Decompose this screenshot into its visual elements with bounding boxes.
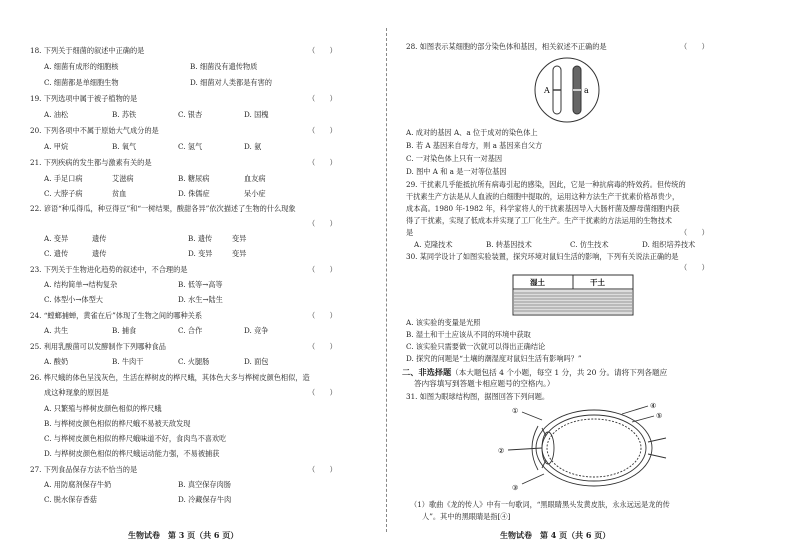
- q22-option-c-2: 遗传: [92, 249, 107, 258]
- q21-answer-paren: （ ）: [308, 158, 337, 167]
- q29-line5: 是: [406, 228, 414, 237]
- q23-answer-paren: （ ）: [308, 265, 337, 274]
- q18-option-c: C. 细菌都是单细胞生物: [44, 78, 119, 87]
- q22-option-c-1: C. 遗传: [44, 249, 69, 258]
- q20-stem: 20. 下列各项中不属于原始大气成分的是: [30, 126, 159, 135]
- experiment-box-diagram: [512, 274, 634, 316]
- q25-option-a: A. 酸奶: [44, 357, 69, 366]
- q20-option-b: B. 氧气: [112, 142, 137, 151]
- q18-option-a: A. 细菌有成形的细胞核: [44, 62, 119, 71]
- q29-option-b: B. 转基因技术: [486, 240, 532, 249]
- label-3: ③: [512, 484, 519, 492]
- q21-option-d-2: 呆小症: [244, 189, 266, 198]
- leader-3: [522, 474, 544, 484]
- q24-stem: 24. “螳螂捕蝉，黄雀在后”体现了生物之间的哪种关系: [30, 311, 203, 320]
- section-2-intro-line2: 答内容填写到答题卡相应题号的空格内。）: [414, 379, 555, 388]
- section-2-title: 二、非选择题: [402, 367, 452, 377]
- q23-option-d: D. 水生→陆生: [178, 295, 223, 304]
- label-5: ⑤: [656, 412, 663, 420]
- page-divider: [386, 28, 387, 532]
- label-1: ①: [512, 407, 519, 415]
- q26-option-b: B. 与桦树皮颜色相似的桦尺蛾不易被天敌发现: [44, 419, 191, 428]
- q21-stem: 21. 下列疾病的发生都与激素有关的是: [30, 158, 152, 167]
- q23-option-a: A. 结构简单→结构复杂: [44, 280, 118, 289]
- q31-sub1-line1: （1）歌曲《龙的传人》中有一句歌词，“黑眼睛黑头发黄皮肤，永永远远是龙的传: [410, 500, 670, 509]
- q26-answer-paren: （ ）: [308, 388, 337, 397]
- q30-answer-paren: （ ）: [680, 263, 709, 272]
- page-footer-4: 生物试卷 第 4 页（共 6 页）: [500, 530, 611, 540]
- q22-option-a-2: 遗传: [92, 234, 107, 243]
- q30-option-a: A. 该实验的变量是光照: [406, 318, 481, 327]
- soil-hatch-lines: [514, 293, 632, 311]
- q28-answer-paren: （ ）: [680, 42, 709, 51]
- q22-option-d-1: D. 变异: [188, 249, 213, 258]
- q24-option-b: B. 捕食: [112, 326, 137, 335]
- q28-option-b: B. 若 A 基因来自母方，则 a 基因来自父方: [406, 141, 543, 150]
- q20-option-d: D. 氨: [244, 142, 262, 151]
- q29-line2: 干扰素生产方法是从人血液的白细胞中提取的，运用这种方法生产干扰素价格昂贵少，: [406, 192, 680, 201]
- q26-option-c: C. 与桦树皮颜色相似的桦尺蛾味道不好，食肉鸟不喜欢吃: [44, 434, 227, 443]
- chromosome-diagram: [532, 55, 602, 125]
- eyeball-diagram: [482, 398, 668, 494]
- q21-option-b-2: 血友病: [244, 174, 266, 183]
- q29-line3: 成本高。1980 年-1982 年，科学家将人的干扰素基因导入大肠杆菌及酵母菌细胞内获: [406, 204, 680, 213]
- gene-label-lower: a: [584, 86, 589, 95]
- q29-option-d: D. 组织培养技术: [642, 240, 696, 249]
- q26-option-d: D. 与桦树皮颜色相似的桦尺蛾运动能力强，不易被捕获: [44, 449, 220, 458]
- page-footer-3: 生物试卷 第 3 页（共 6 页）: [128, 530, 239, 540]
- q21-option-d-1: D. 侏儒症: [178, 189, 210, 198]
- q27-option-c: C. 脱水保存香菇: [44, 495, 97, 504]
- q18-option-b: B. 细菌没有遗传物质: [190, 62, 258, 71]
- q19-option-d: D. 国槐: [244, 110, 269, 119]
- q26-stem-line2: 成这种现象的原因是: [44, 388, 109, 397]
- q30-stem: 30. 某同学设计了如图实验装置，探究环境对鼠妇生活的影响，下列有关说法正确的是: [406, 252, 679, 261]
- q28-option-d: D. 图中 A 和 a 是一对等位基因: [406, 167, 507, 176]
- q29-option-a: A. 克隆技术: [414, 240, 453, 249]
- q27-option-a: A. 用防腐剂保存牛奶: [44, 480, 112, 489]
- q25-stem: 25. 利用乳酸菌可以发酵制作下列哪种食品: [30, 342, 166, 351]
- q22-stem: 22. 谚语“种瓜得瓜，种豆得豆”和“一树结果，酸甜各异”依次描述了生物的什么现象: [30, 204, 296, 213]
- q21-option-c-1: C. 大脖子病: [44, 189, 83, 198]
- q28-option-c: C. 一对染色体上只有一对基因: [406, 154, 503, 163]
- q26-stem-line1: 26. 桦尺蛾的体色呈浅灰色，生活在桦树皮的桦尺蛾，其体色大多与桦树皮颜色相似，造: [30, 373, 310, 382]
- q23-stem: 23. 下列关于生物进化趋势的叙述中，不合理的是: [30, 265, 188, 274]
- q18-stem: 18. 下列关于细菌的叙述中正确的是: [30, 46, 145, 55]
- label-4: ④: [650, 402, 657, 410]
- q23-option-b: B. 低等→高等: [178, 280, 223, 289]
- q31-sub1-line2: 人”。其中的黑眼睛是指[④]: [422, 512, 511, 521]
- q19-answer-paren: （ ）: [308, 94, 337, 103]
- retina: [547, 419, 641, 477]
- q27-option-d: D. 冷藏保存牛肉: [178, 495, 232, 504]
- q30-option-d: D. 探究的问题是“土壤的潮湿度对鼠妇生活有影响吗？”: [406, 354, 582, 363]
- q24-option-d: D. 竞争: [244, 326, 269, 335]
- q19-option-a: A. 油松: [44, 110, 69, 119]
- q29-option-c: C. 仿生技术: [570, 240, 609, 249]
- q18-option-d: D. 细菌对人类都是有害的: [190, 78, 272, 87]
- q22-answer-paren: （ ）: [308, 219, 337, 228]
- q28-option-a: A. 成对的基因 A、a 位于成对的染色体上: [406, 128, 538, 137]
- section-2-intro-line1: （本大题包括 4 个小题，每空 1 分，共 20 分。请将下列各题应: [451, 368, 668, 377]
- leader-5: [632, 416, 654, 422]
- q29-line1: 29. 干扰素几乎能抵抗所有病毒引起的感染，因此，它是一种抗病毒的特效药。但传统的: [406, 180, 686, 189]
- q28-stem: 28. 如图表示某细胞的部分染色体和基因，相关叙述不正确的是: [406, 42, 607, 51]
- q23-option-c: C. 体型小→体型大: [44, 295, 103, 304]
- q25-option-b: B. 牛肉干: [112, 357, 144, 366]
- q30-option-c: C. 该实验只需要做一次就可以得出正确结论: [406, 342, 546, 351]
- label-wet-soil: 湿土: [530, 278, 545, 287]
- q19-option-b: B. 苏铁: [112, 110, 137, 119]
- gene-label-upper: A: [544, 86, 550, 95]
- q20-option-a: A. 甲烷: [44, 142, 69, 151]
- q27-option-b: B. 真空保存肉肠: [178, 480, 231, 489]
- choroid: [542, 415, 646, 481]
- q30-option-b: B. 湿土和干土应该从不同的环境中获取: [406, 330, 531, 339]
- q29-answer-paren: （ ）: [680, 228, 709, 237]
- optic-nerve: [648, 438, 666, 458]
- q21-option-a-2: 艾滋病: [112, 174, 134, 183]
- lens: [542, 432, 554, 464]
- exam-page-4: [394, 0, 794, 560]
- q22-option-d-2: 变异: [232, 249, 247, 258]
- label-dry-soil: 干土: [590, 278, 605, 287]
- q24-option-c: C. 合作: [178, 326, 203, 335]
- q21-option-b-1: B. 糖尿病: [178, 174, 210, 183]
- leader-4: [622, 406, 648, 414]
- q31-stem: 31. 如图为眼球结构图，据图回答下列问题。: [406, 392, 550, 401]
- q29-line4: 得了干扰素，实现了低成本并实现了工厂化生产。生产干扰素的方法运用的生物技术: [406, 216, 672, 225]
- q26-option-a: A. 只繁殖与桦树皮颜色相似的桦尺蛾: [44, 404, 162, 413]
- leader-2: [508, 448, 542, 450]
- q25-option-c: C. 火腿肠: [178, 357, 210, 366]
- q24-option-a: A. 共生: [44, 326, 69, 335]
- q22-option-b-1: B. 遗传: [188, 234, 213, 243]
- q21-option-c-2: 贫血: [112, 189, 127, 198]
- label-2: ②: [498, 447, 505, 455]
- q18-answer-paren: （ ）: [308, 46, 337, 55]
- q22-option-a-1: A. 变异: [44, 234, 69, 243]
- q27-stem: 27. 下列食品保存方法不恰当的是: [30, 465, 138, 474]
- q19-stem: 19. 下列选项中属于被子植物的是: [30, 94, 138, 103]
- q25-answer-paren: （ ）: [308, 342, 337, 351]
- q20-option-c: C. 氢气: [178, 142, 203, 151]
- leader-1: [522, 412, 542, 420]
- q22-option-b-2: 变异: [232, 234, 247, 243]
- q25-option-d: D. 面包: [244, 357, 269, 366]
- exam-page-3: [0, 0, 380, 560]
- q21-option-a-1: A. 手足口病: [44, 174, 83, 183]
- q24-answer-paren: （ ）: [308, 311, 337, 320]
- q19-option-c: C. 银杏: [178, 110, 203, 119]
- q20-answer-paren: （ ）: [308, 126, 337, 135]
- q27-answer-paren: （ ）: [308, 465, 337, 474]
